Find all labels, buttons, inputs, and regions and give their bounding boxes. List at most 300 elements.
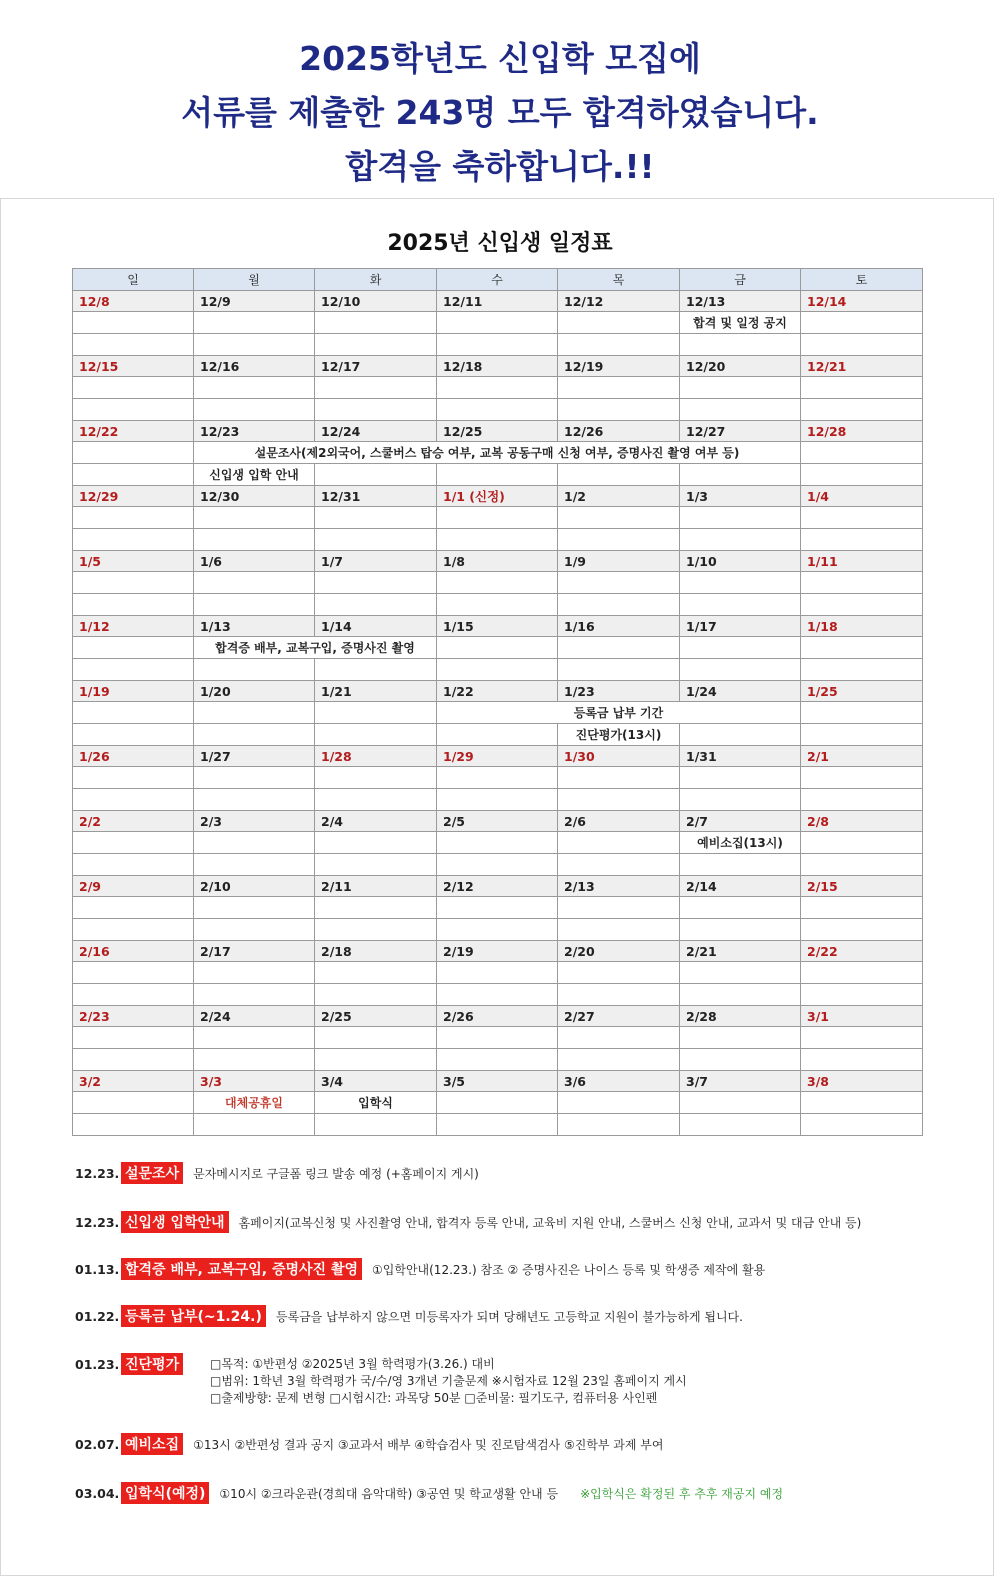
event-cell-empty bbox=[801, 854, 923, 876]
event-cell-empty bbox=[801, 897, 923, 919]
event-cell-empty bbox=[315, 984, 437, 1006]
event-row bbox=[73, 377, 923, 399]
date-cell: 2/4 bbox=[315, 811, 437, 832]
event-cell-empty bbox=[680, 529, 801, 551]
event-cell-empty bbox=[73, 377, 194, 399]
note-text: ①입학안내(12.23.) 참조 ② 증명사진은 나이스 등록 및 학생증 제작에 활용 bbox=[372, 1263, 766, 1277]
event-cell-empty bbox=[315, 399, 437, 421]
event-cell-empty bbox=[801, 1114, 923, 1136]
event-cell-empty bbox=[437, 897, 558, 919]
date-cell: 12/8 bbox=[73, 291, 194, 312]
event-cell-empty bbox=[194, 507, 315, 529]
date-cell: 2/3 bbox=[194, 811, 315, 832]
event-cell-empty bbox=[680, 919, 801, 941]
event-cell-empty bbox=[680, 399, 801, 421]
event-cell-empty bbox=[315, 572, 437, 594]
note-uniform bbox=[75, 1258, 765, 1280]
event-cell-empty bbox=[73, 529, 194, 551]
event-cell-empty bbox=[558, 529, 680, 551]
note-text: ①13시 ②반편성 결과 공지 ③교과서 배부 ④학습검사 및 진로탐색검사 ⑤진학부 과제 부여 bbox=[193, 1438, 664, 1452]
event-cell-empty bbox=[437, 854, 558, 876]
event-cell-empty bbox=[558, 984, 680, 1006]
event-cell-empty bbox=[558, 334, 680, 356]
event-row bbox=[73, 529, 923, 551]
note-pre-gathering bbox=[75, 1433, 663, 1455]
event-cell-empty bbox=[801, 962, 923, 984]
event-row bbox=[73, 832, 923, 854]
date-cell: 12/16 bbox=[194, 356, 315, 377]
date-cell: 12/11 bbox=[437, 291, 558, 312]
date-cell: 3/3 bbox=[194, 1071, 315, 1092]
weekday-sun: 일 bbox=[73, 269, 194, 291]
event-cell-empty bbox=[801, 442, 923, 464]
event-row bbox=[73, 724, 923, 746]
event-row bbox=[73, 1027, 923, 1049]
date-cell: 12/18 bbox=[437, 356, 558, 377]
event-cell-empty bbox=[680, 984, 801, 1006]
event-cell-empty bbox=[680, 637, 801, 659]
event-cell-empty bbox=[315, 1114, 437, 1136]
event-row bbox=[73, 1092, 923, 1114]
event-cell-empty bbox=[558, 399, 680, 421]
date-cell: 3/7 bbox=[680, 1071, 801, 1092]
event-cell-empty bbox=[194, 399, 315, 421]
event-cell-empty bbox=[73, 594, 194, 616]
note-tag: 합격증 배부, 교복구입, 증명사진 촬영 bbox=[121, 1258, 362, 1280]
date-cell: 2/13 bbox=[558, 876, 680, 897]
event-cell-empty bbox=[315, 724, 437, 746]
event-cell-empty bbox=[437, 1114, 558, 1136]
date-cell: 1/19 bbox=[73, 681, 194, 702]
date-cell: 1/11 bbox=[801, 551, 923, 572]
event-cell-empty bbox=[801, 594, 923, 616]
event-cell-empty bbox=[73, 1092, 194, 1114]
date-cell: 12/30 bbox=[194, 486, 315, 507]
date-cell: 2/12 bbox=[437, 876, 558, 897]
note-text: 등록금을 납부하지 않으면 미등록자가 되며 당해년도 고등학교 지원이 불가능하게 됩니다. bbox=[275, 1310, 743, 1324]
event-cell-empty bbox=[680, 377, 801, 399]
date-cell: 2/17 bbox=[194, 941, 315, 962]
note-survey bbox=[75, 1162, 479, 1184]
date-cell: 2/11 bbox=[315, 876, 437, 897]
event-cell-empty bbox=[73, 312, 194, 334]
date-cell: 1/17 bbox=[680, 616, 801, 637]
event-cell-empty bbox=[194, 919, 315, 941]
event-cell-empty bbox=[558, 1049, 680, 1071]
event-cell-empty bbox=[558, 1092, 680, 1114]
event-cell-empty bbox=[558, 854, 680, 876]
date-cell: 12/17 bbox=[315, 356, 437, 377]
event-w0-notice: 합격 및 일정 공지 bbox=[680, 312, 801, 334]
date-cell: 2/7 bbox=[680, 811, 801, 832]
event-row bbox=[73, 1114, 923, 1136]
note-diagnostic-line-2: □범위: 1학년 3월 학력평가 국/수/영 3개년 기출문제 ※시험자료 12월 23일 홈페이지 게시 bbox=[210, 1374, 687, 1388]
event-cell-empty bbox=[315, 854, 437, 876]
event-row bbox=[73, 659, 923, 681]
note-tag: 진단평가 bbox=[121, 1353, 183, 1375]
date-cell: 2/5 bbox=[437, 811, 558, 832]
event-row bbox=[73, 399, 923, 421]
date-cell: 1/31 bbox=[680, 746, 801, 767]
date-cell: 3/8 bbox=[801, 1071, 923, 1092]
date-cell: 2/26 bbox=[437, 1006, 558, 1027]
date-cell: 1/23 bbox=[558, 681, 680, 702]
note-diagnostic bbox=[75, 1353, 193, 1375]
date-row bbox=[73, 291, 923, 312]
date-cell: 2/9 bbox=[73, 876, 194, 897]
date-cell: 1/22 bbox=[437, 681, 558, 702]
event-cell-empty bbox=[558, 919, 680, 941]
event-cell-empty bbox=[315, 897, 437, 919]
headline bbox=[0, 0, 1000, 200]
event-cell-empty bbox=[73, 832, 194, 854]
date-cell: 12/13 bbox=[680, 291, 801, 312]
note-tag: 입학식(예정) bbox=[121, 1482, 209, 1504]
date-cell: 1/4 bbox=[801, 486, 923, 507]
event-cell-empty bbox=[315, 659, 437, 681]
event-row bbox=[73, 1049, 923, 1071]
event-row bbox=[73, 464, 923, 486]
note-date: 01.23. bbox=[75, 1357, 120, 1372]
date-cell: 12/29 bbox=[73, 486, 194, 507]
date-cell: 12/10 bbox=[315, 291, 437, 312]
event-cell-empty bbox=[437, 637, 558, 659]
date-cell: 12/26 bbox=[558, 421, 680, 442]
event-cell-empty bbox=[801, 1049, 923, 1071]
date-cell: 2/18 bbox=[315, 941, 437, 962]
event-cell-empty bbox=[558, 832, 680, 854]
event-w8-pre: 예비소집(13시) bbox=[680, 832, 801, 854]
event-cell-empty bbox=[801, 789, 923, 811]
event-w2-survey: 설문조사(제2외국어, 스쿨버스 탑승 여부, 교복 공동구매 신청 여부, 증명사진 촬영 여부 등) bbox=[194, 442, 801, 464]
event-cell-empty bbox=[801, 1092, 923, 1114]
date-row bbox=[73, 681, 923, 702]
event-cell-empty bbox=[315, 464, 437, 486]
event-cell-empty bbox=[437, 962, 558, 984]
event-cell-empty bbox=[437, 659, 558, 681]
date-cell: 12/23 bbox=[194, 421, 315, 442]
note-ceremony bbox=[75, 1482, 783, 1504]
weekday-fri: 금 bbox=[680, 269, 801, 291]
date-cell: 2/28 bbox=[680, 1006, 801, 1027]
event-cell-empty bbox=[680, 464, 801, 486]
note-text: 문자메시지로 구글폼 링크 발송 예정 (+홈페이지 게시) bbox=[193, 1167, 479, 1181]
event-cell-empty bbox=[73, 399, 194, 421]
date-cell: 2/27 bbox=[558, 1006, 680, 1027]
date-cell: 12/27 bbox=[680, 421, 801, 442]
event-cell-empty bbox=[194, 1027, 315, 1049]
event-cell-empty bbox=[73, 442, 194, 464]
event-cell-empty bbox=[194, 312, 315, 334]
date-cell: 3/4 bbox=[315, 1071, 437, 1092]
event-w12-ceremony: 입학식 bbox=[315, 1092, 437, 1114]
event-cell-empty bbox=[558, 464, 680, 486]
event-cell-empty bbox=[801, 637, 923, 659]
note-date: 02.07. bbox=[75, 1437, 120, 1452]
date-row bbox=[73, 616, 923, 637]
date-cell: 2/6 bbox=[558, 811, 680, 832]
event-cell-empty bbox=[194, 724, 315, 746]
event-cell-empty bbox=[558, 312, 680, 334]
date-row bbox=[73, 941, 923, 962]
date-cell: 2/10 bbox=[194, 876, 315, 897]
event-cell-empty bbox=[801, 334, 923, 356]
event-cell-empty bbox=[801, 702, 923, 724]
event-cell-empty bbox=[801, 377, 923, 399]
event-row bbox=[73, 507, 923, 529]
date-cell: 1/28 bbox=[315, 746, 437, 767]
date-row bbox=[73, 356, 923, 377]
date-cell: 2/2 bbox=[73, 811, 194, 832]
event-cell-empty bbox=[437, 919, 558, 941]
headline-line-1: 2025학년도 신입학 모집에 bbox=[299, 39, 701, 78]
event-cell-empty bbox=[437, 767, 558, 789]
date-cell: 1/13 bbox=[194, 616, 315, 637]
date-cell: 12/22 bbox=[73, 421, 194, 442]
note-date: 12.23. bbox=[75, 1166, 120, 1181]
note-date: 01.13. bbox=[75, 1262, 120, 1277]
event-cell-empty bbox=[73, 702, 194, 724]
date-cell: 2/21 bbox=[680, 941, 801, 962]
event-cell-empty bbox=[73, 572, 194, 594]
date-cell: 12/21 bbox=[801, 356, 923, 377]
event-cell-empty bbox=[194, 529, 315, 551]
event-row bbox=[73, 854, 923, 876]
date-cell: 12/20 bbox=[680, 356, 801, 377]
event-cell-empty bbox=[680, 962, 801, 984]
event-cell-empty bbox=[73, 767, 194, 789]
event-cell-empty bbox=[73, 897, 194, 919]
note-remark: ※입학식은 확정된 후 추후 재공지 예정 bbox=[580, 1487, 784, 1501]
event-cell-empty bbox=[801, 659, 923, 681]
date-cell: 12/19 bbox=[558, 356, 680, 377]
event-cell-empty bbox=[73, 789, 194, 811]
event-cell-empty bbox=[801, 507, 923, 529]
date-cell: 12/14 bbox=[801, 291, 923, 312]
event-cell-empty bbox=[194, 702, 315, 724]
date-cell: 1/24 bbox=[680, 681, 801, 702]
event-w5-uniform: 합격증 배부, 교복구입, 증명사진 촬영 bbox=[194, 637, 437, 659]
date-cell: 12/24 bbox=[315, 421, 437, 442]
date-cell: 2/1 bbox=[801, 746, 923, 767]
event-cell-empty bbox=[437, 464, 558, 486]
event-cell-empty bbox=[437, 832, 558, 854]
event-cell-empty bbox=[194, 789, 315, 811]
date-cell: 1/16 bbox=[558, 616, 680, 637]
event-cell-empty bbox=[315, 1049, 437, 1071]
date-cell: 3/2 bbox=[73, 1071, 194, 1092]
event-cell-empty bbox=[801, 832, 923, 854]
event-cell-empty bbox=[315, 507, 437, 529]
event-cell-empty bbox=[558, 572, 680, 594]
event-cell-empty bbox=[315, 789, 437, 811]
event-cell-empty bbox=[73, 1049, 194, 1071]
event-cell-empty bbox=[801, 464, 923, 486]
event-cell-empty bbox=[437, 312, 558, 334]
event-cell-empty bbox=[73, 854, 194, 876]
event-w12-holiday: 대체공휴일 bbox=[194, 1092, 315, 1114]
event-cell-empty bbox=[801, 399, 923, 421]
headline-line-3: 합격을 축하합니다.!! bbox=[345, 147, 655, 186]
event-cell-empty bbox=[73, 984, 194, 1006]
date-cell: 12/31 bbox=[315, 486, 437, 507]
event-cell-empty bbox=[194, 594, 315, 616]
event-cell-empty bbox=[437, 789, 558, 811]
date-cell: 2/16 bbox=[73, 941, 194, 962]
event-cell-empty bbox=[194, 767, 315, 789]
event-cell-empty bbox=[73, 659, 194, 681]
event-cell-empty bbox=[73, 919, 194, 941]
date-row bbox=[73, 1006, 923, 1027]
date-cell: 12/25 bbox=[437, 421, 558, 442]
date-cell: 12/28 bbox=[801, 421, 923, 442]
event-cell-empty bbox=[558, 507, 680, 529]
event-cell-empty bbox=[801, 767, 923, 789]
event-cell-empty bbox=[801, 1027, 923, 1049]
event-cell-empty bbox=[315, 702, 437, 724]
date-cell: 12/12 bbox=[558, 291, 680, 312]
event-cell-empty bbox=[801, 919, 923, 941]
date-cell: 1/20 bbox=[194, 681, 315, 702]
event-cell-empty bbox=[680, 334, 801, 356]
event-cell-empty bbox=[194, 572, 315, 594]
event-cell-empty bbox=[437, 1049, 558, 1071]
date-cell: 12/9 bbox=[194, 291, 315, 312]
event-cell-empty bbox=[315, 919, 437, 941]
event-cell-empty bbox=[194, 854, 315, 876]
event-cell-empty bbox=[315, 962, 437, 984]
event-cell-empty bbox=[73, 724, 194, 746]
event-cell-empty bbox=[437, 377, 558, 399]
event-cell-empty bbox=[558, 789, 680, 811]
headline-line-2: 서류를 제출한 243명 모두 합격하였습니다. bbox=[181, 93, 819, 132]
date-cell: 2/25 bbox=[315, 1006, 437, 1027]
event-cell-empty bbox=[315, 1027, 437, 1049]
date-row bbox=[73, 551, 923, 572]
note-text: ①10시 ②크라운관(경희대 음악대학) ③공연 및 학교생활 안내 등 bbox=[219, 1487, 559, 1501]
event-cell-empty bbox=[73, 464, 194, 486]
event-cell-empty bbox=[558, 962, 680, 984]
event-row bbox=[73, 442, 923, 464]
event-row bbox=[73, 984, 923, 1006]
date-cell: 2/8 bbox=[801, 811, 923, 832]
event-row bbox=[73, 767, 923, 789]
date-cell: 1/3 bbox=[680, 486, 801, 507]
note-tag: 등록금 납부(~1.24.) bbox=[121, 1305, 266, 1327]
date-cell: 12/15 bbox=[73, 356, 194, 377]
date-cell: 1/30 bbox=[558, 746, 680, 767]
event-row bbox=[73, 594, 923, 616]
event-cell-empty bbox=[558, 594, 680, 616]
event-cell-empty bbox=[680, 854, 801, 876]
event-cell-empty bbox=[194, 984, 315, 1006]
event-cell-empty bbox=[558, 1114, 680, 1136]
event-row bbox=[73, 702, 923, 724]
calendar-table bbox=[72, 268, 923, 1136]
event-cell-empty bbox=[437, 594, 558, 616]
date-cell: 1/7 bbox=[315, 551, 437, 572]
event-cell-empty bbox=[437, 529, 558, 551]
note-tag: 설문조사 bbox=[121, 1162, 183, 1184]
event-row bbox=[73, 312, 923, 334]
event-cell-empty bbox=[680, 659, 801, 681]
event-cell-empty bbox=[680, 594, 801, 616]
event-cell-empty bbox=[437, 1092, 558, 1114]
event-cell-empty bbox=[315, 312, 437, 334]
event-cell-empty bbox=[801, 572, 923, 594]
event-cell-empty bbox=[315, 832, 437, 854]
event-cell-empty bbox=[558, 1027, 680, 1049]
event-cell-empty bbox=[194, 832, 315, 854]
event-cell-empty bbox=[801, 312, 923, 334]
event-cell-empty bbox=[558, 897, 680, 919]
event-row bbox=[73, 962, 923, 984]
event-cell-empty bbox=[194, 377, 315, 399]
weekday-wed: 수 bbox=[437, 269, 558, 291]
event-cell-empty bbox=[680, 1049, 801, 1071]
event-cell-empty bbox=[437, 507, 558, 529]
weekday-header-row bbox=[73, 269, 923, 291]
date-cell: 2/15 bbox=[801, 876, 923, 897]
event-cell-empty bbox=[194, 334, 315, 356]
event-cell-empty bbox=[73, 334, 194, 356]
event-cell-empty bbox=[73, 1027, 194, 1049]
event-cell-empty bbox=[194, 1114, 315, 1136]
note-diagnostic-line-1: □목적: ①반편성 ②2025년 3월 학력평가(3.26.) 대비 bbox=[210, 1357, 495, 1371]
event-row bbox=[73, 919, 923, 941]
date-cell: 1/26 bbox=[73, 746, 194, 767]
date-row bbox=[73, 486, 923, 507]
event-cell-empty bbox=[194, 897, 315, 919]
date-cell: 1/18 bbox=[801, 616, 923, 637]
event-cell-empty bbox=[680, 724, 801, 746]
date-cell: 2/19 bbox=[437, 941, 558, 962]
event-row bbox=[73, 789, 923, 811]
note-date: 03.04. bbox=[75, 1486, 120, 1501]
date-cell: 3/5 bbox=[437, 1071, 558, 1092]
calendar-title: 2025년 신입생 일정표 bbox=[387, 231, 613, 256]
event-cell-empty bbox=[315, 529, 437, 551]
note-diagnostic-line-3: □출제방향: 문제 변형 □시험시간: 과목당 50분 □준비물: 필기도구, 컴퓨터용 사인펜 bbox=[210, 1391, 658, 1405]
date-cell: 1/10 bbox=[680, 551, 801, 572]
date-cell: 1/6 bbox=[194, 551, 315, 572]
event-cell-empty bbox=[680, 789, 801, 811]
event-row bbox=[73, 334, 923, 356]
event-w2-guide: 신입생 입학 안내 bbox=[194, 464, 315, 486]
date-cell: 1/21 bbox=[315, 681, 437, 702]
weekday-thu: 목 bbox=[558, 269, 680, 291]
event-cell-empty bbox=[801, 984, 923, 1006]
event-cell-empty bbox=[680, 767, 801, 789]
date-row bbox=[73, 1071, 923, 1092]
event-cell-empty bbox=[680, 1092, 801, 1114]
event-cell-empty bbox=[315, 334, 437, 356]
event-cell-empty bbox=[680, 1027, 801, 1049]
event-row bbox=[73, 637, 923, 659]
date-cell: 1/14 bbox=[315, 616, 437, 637]
date-cell: 2/23 bbox=[73, 1006, 194, 1027]
event-cell-empty bbox=[680, 572, 801, 594]
date-cell: 3/1 bbox=[801, 1006, 923, 1027]
date-row bbox=[73, 876, 923, 897]
event-cell-empty bbox=[194, 1049, 315, 1071]
date-cell: 1/29 bbox=[437, 746, 558, 767]
note-tag: 신입생 입학안내 bbox=[121, 1211, 229, 1233]
event-cell-empty bbox=[194, 962, 315, 984]
date-cell: 1/25 bbox=[801, 681, 923, 702]
event-cell-empty bbox=[558, 377, 680, 399]
event-cell-empty bbox=[315, 594, 437, 616]
